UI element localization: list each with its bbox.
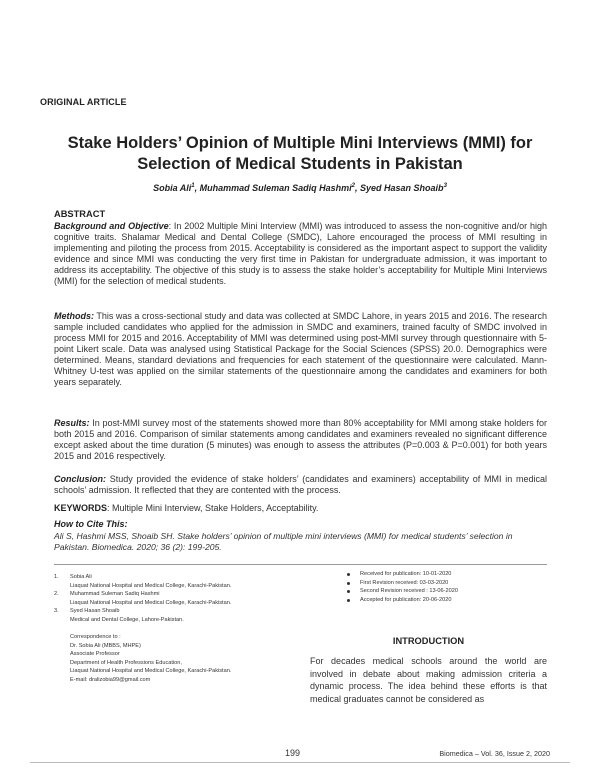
citation-text: Ali S, Hashmi MSS, Shoaib SH. Stake holders’ opinion of multiple mini interviews (MMI) for medical students’ selection in Pakistan. Biomedica. 2020; 36 (2): 199-205. (54, 531, 513, 552)
affiliation-number: 1. (54, 574, 59, 580)
affiliation-list (54, 573, 314, 624)
keywords-label: KEYWORDS (54, 503, 108, 513)
keywords-text: : Multiple Mini Interview, Stake Holders, Acceptability. (107, 503, 319, 513)
affiliation-number: 2. (54, 591, 59, 597)
abstract-results (54, 418, 547, 462)
author-list (30, 183, 570, 193)
background-label: Background and Objective (54, 221, 169, 231)
affiliation-place: Medical and Dental College, Lahore-Pakistan. (70, 616, 184, 623)
keywords (54, 503, 547, 514)
correspondence-line: Dr. Sobia Ali (MBBS, MHPE) (70, 642, 141, 649)
abstract-conclusion (54, 474, 547, 496)
date-item: Second Revision received : 13-06-2020 (345, 587, 565, 596)
results-text: In post-MMI survey most of the statements showed more than 80% acceptability for MMI among stake holders for both 2015 and 2016. Comparison of similar statements among candidates and examiners revealed no significant difference except asked about the time duration (5 minutes) was enough to assess the attributes (P=0.003 & P=0.001) for both years 2015 and 2016 respectively. (54, 418, 547, 461)
affiliation-name: Syed Hasan Shoaib (70, 608, 120, 614)
author-affiliation-mark: 2 (351, 183, 356, 189)
correspondence-block (70, 633, 330, 684)
footnote-divider (54, 564, 547, 565)
introduction-text: For decades medical schools around the world are involved in debate about making admission criteria a dynamic process. The idea behind these efforts is that medical graduates cannot be considered as (310, 656, 547, 705)
correspondence-line: Liaquat National Hospital and Medical College, Karachi-Pakistan. (70, 668, 232, 674)
date-item: Received for publication: 10-01-2020 (345, 570, 565, 579)
abstract-heading: ABSTRACT (54, 209, 106, 219)
correspondence-line: Department of Health Professions Education, (70, 659, 182, 666)
author-name: Syed Hasan Shoaib (360, 183, 444, 193)
abstract-methods (54, 311, 547, 388)
conclusion-label: Conclusion: (54, 474, 106, 484)
author-affiliation-mark: 3 (443, 183, 447, 189)
affiliation-name: Sobia Ali (70, 574, 92, 580)
page-number: 199 (285, 748, 301, 758)
methods-label: Methods: (54, 311, 94, 321)
methods-text: This was a cross-sectional study and data was collected at SMDC Lahore, in years 2015 and 2016. The research sample included candidates who applied for the admission in SMDC and examiners, trained faculty of SMDC involved in process MMI for 2015 and 2016. Acceptability of MMI was determined using post-MMI survey through questionnaire with 5-point Likert scale. Data was analysed using Statistical Package for the Social Sciences (SPSS) 20.0. Demographics were determined. Means, standard deviations and frequencies for each statement of the questionnaire were calculated. Mann-Whitney U-test was applied on the similar statements of the questionnaire among the candidates and examiners for both years separately. (54, 311, 547, 387)
publication-dates (345, 570, 565, 604)
affiliation-place: Liaquat National Hospital and Medical College, Karachi-Pakistan. (70, 582, 232, 589)
correspondence-email[interactable]: E-mail: dralizobia99@gmail.com (70, 676, 151, 683)
author-name: Muhammad Suleman Sadiq Hashmi (199, 183, 352, 193)
conclusion-text: Study provided the evidence of stake holders’ (candidates and examiners) acceptability of MMI in medical schools’ admission. It reflected that they are contented with the process. (54, 474, 547, 495)
affiliation-item (54, 573, 314, 590)
author-separator: , (194, 183, 200, 193)
author-affiliation-mark: 1 (191, 183, 195, 189)
footer-rule (30, 762, 570, 763)
affiliation-item (54, 590, 314, 607)
citation-heading: How to Cite This: (54, 519, 128, 529)
author-name: Sobia Ali (153, 183, 192, 193)
introduction-heading: INTRODUCTION (392, 636, 465, 646)
affiliation-item (54, 607, 314, 624)
affiliation-number: 3. (54, 608, 59, 614)
correspondence-heading: Correspondence to : (70, 634, 121, 640)
article-title: Stake Holders’ Opinion of Multiple Mini Interviews (MMI) for Selection of Medical Students in Pakistan (67, 134, 533, 173)
affiliation-place: Liaquat National Hospital and Medical College, Karachi-Pakistan. (70, 599, 232, 606)
journal-footer: Biomedica – Vol. 36, Issue 2, 2020 (439, 749, 550, 758)
abstract-background (54, 221, 547, 287)
affiliation-name: Muhammad Suleman Sadiq Hashmi (70, 591, 160, 597)
results-label: Results: (54, 418, 90, 428)
correspondence-line: Associate Professor (70, 651, 120, 657)
background-text: : In 2002 Multiple Mini Interview (MMI) was introduced to assess the non-cognitive and/or high cognitive traits. Shalamar Medical and Dental College (SMDC), Lahore encouraged the process of MMI resulting in implementing and piloting the process from 2015. Acceptability is considered as the important aspect to support the validity evidence and since MMI was conducting the very first time in Pakistan for undergraduate admission, it was important to address its acceptability. The objective of this study is to assess the stake holder’s acceptability for Multiple Mini Interviews (MMI) for the selection of medical students. (54, 221, 547, 286)
date-item: First Revision received: 03-03-2020 (345, 579, 565, 588)
section-label: ORIGINAL ARTICLE (40, 97, 127, 107)
author-separator: , (355, 183, 361, 193)
date-item: Accepted for publication: 20-06-2020 (345, 596, 565, 605)
